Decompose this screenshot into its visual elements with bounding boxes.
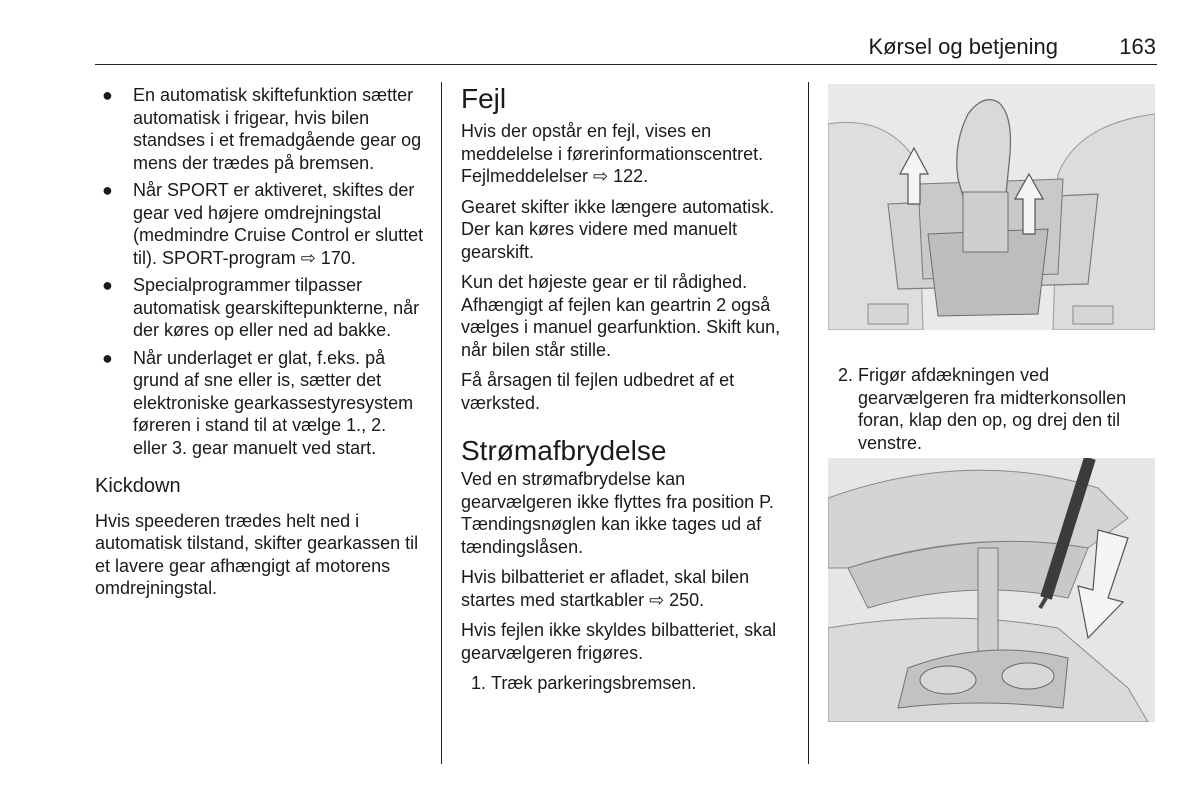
step-list bbox=[828, 364, 1158, 454]
stromafbrydelse-heading: Strømafbrydelse bbox=[461, 435, 667, 466]
fejl-paragraph: Få årsagen til fejlen udbedret af et værksted. bbox=[461, 370, 735, 413]
bullet-icon: ● bbox=[102, 85, 113, 105]
kickdown-heading: Kickdown bbox=[95, 475, 181, 497]
bullet-icon: ● bbox=[102, 347, 113, 368]
fejl-paragraph: Gearet skifter ikke længere automatisk. Der kan køres videre med manuelt gearskift. bbox=[461, 196, 775, 262]
right-column bbox=[828, 364, 1158, 454]
left-column bbox=[95, 84, 425, 600]
column-divider-left bbox=[441, 82, 442, 764]
strom-paragraph: Ved en strømafbrydelse kan gearvælgeren ikke flyttes fra position P. Tændingsnøglen kan ikke tages ud af tændingslåsen. bbox=[461, 469, 774, 557]
step-item: 1. Træk parkeringsbremsen. bbox=[471, 673, 697, 693]
bullet-icon: ● bbox=[102, 180, 113, 200]
bullet-item: ● Specialprogrammer tilpasser automatisk gearskiftepunkterne, når der køres op eller ned ad bakke. bbox=[102, 275, 420, 340]
step-item: 2. Frigør afdækningen ved gearvælgeren fra midterkonsollen foran, klap den op, og drej den til venstre. bbox=[838, 365, 1127, 453]
fejl-paragraph: Kun det højeste gear er til rådighed. Afhængigt af fejlen kan geartrin 2 også vælges i manuel gearfunktion. Skift kun, når bilen står stille. bbox=[461, 272, 781, 360]
page-header-title: Kørsel og betjening bbox=[868, 34, 1058, 59]
cover-release-illustration bbox=[828, 458, 1155, 722]
kickdown-text: Hvis speederen trædes helt ned i automatisk tilstand, skifter gearkassen til et lavere gear afhængigt af motorens omdrejningstal. bbox=[95, 510, 419, 598]
step-number: 1. bbox=[471, 673, 487, 693]
fejl-paragraph: Hvis der opstår en fejl, vises en meddelelse i førerinformationscentret. Fejlmeddelelser ⇨ 122. bbox=[461, 121, 764, 186]
middle-column bbox=[461, 84, 791, 695]
strom-paragraph: Hvis fejlen ikke skyldes bilbatteriet, skal gearvælgeren frigøres. bbox=[461, 620, 777, 663]
bullet-icon: ● bbox=[102, 275, 113, 295]
fejl-heading: Fejl bbox=[461, 83, 507, 114]
step-number: 2. bbox=[838, 365, 854, 385]
page-number: 163 bbox=[1119, 34, 1156, 59]
bullet-item: ● Når underlaget er glat, f.eks. på grund af sne eller is, sætter det elektroniske gearkassestyresystem føreren i stand til at vælge 1., 2. eller 3. gear manuelt ved start. bbox=[102, 347, 414, 458]
bullet-list bbox=[95, 84, 425, 459]
column-divider-right bbox=[808, 82, 809, 764]
gear-selector-illustration bbox=[828, 84, 1155, 330]
bullet-item: ● Når SPORT er aktiveret, skiftes der gear ved højere omdrejningstal (medmindre Cruise Control er sluttet til). SPORT-program ⇨ 170. bbox=[102, 180, 424, 268]
bullet-item: ● En automatisk skiftefunktion sætter automatisk i frigear, hvis bilen standses i et fremadgående gear og mens der trædes på bremsen. bbox=[102, 85, 422, 173]
header-rule bbox=[95, 64, 1157, 65]
strom-paragraph: Hvis bilbatteriet er afladet, skal bilen startes med startkabler ⇨ 250. bbox=[461, 567, 750, 610]
step-list bbox=[461, 672, 791, 695]
